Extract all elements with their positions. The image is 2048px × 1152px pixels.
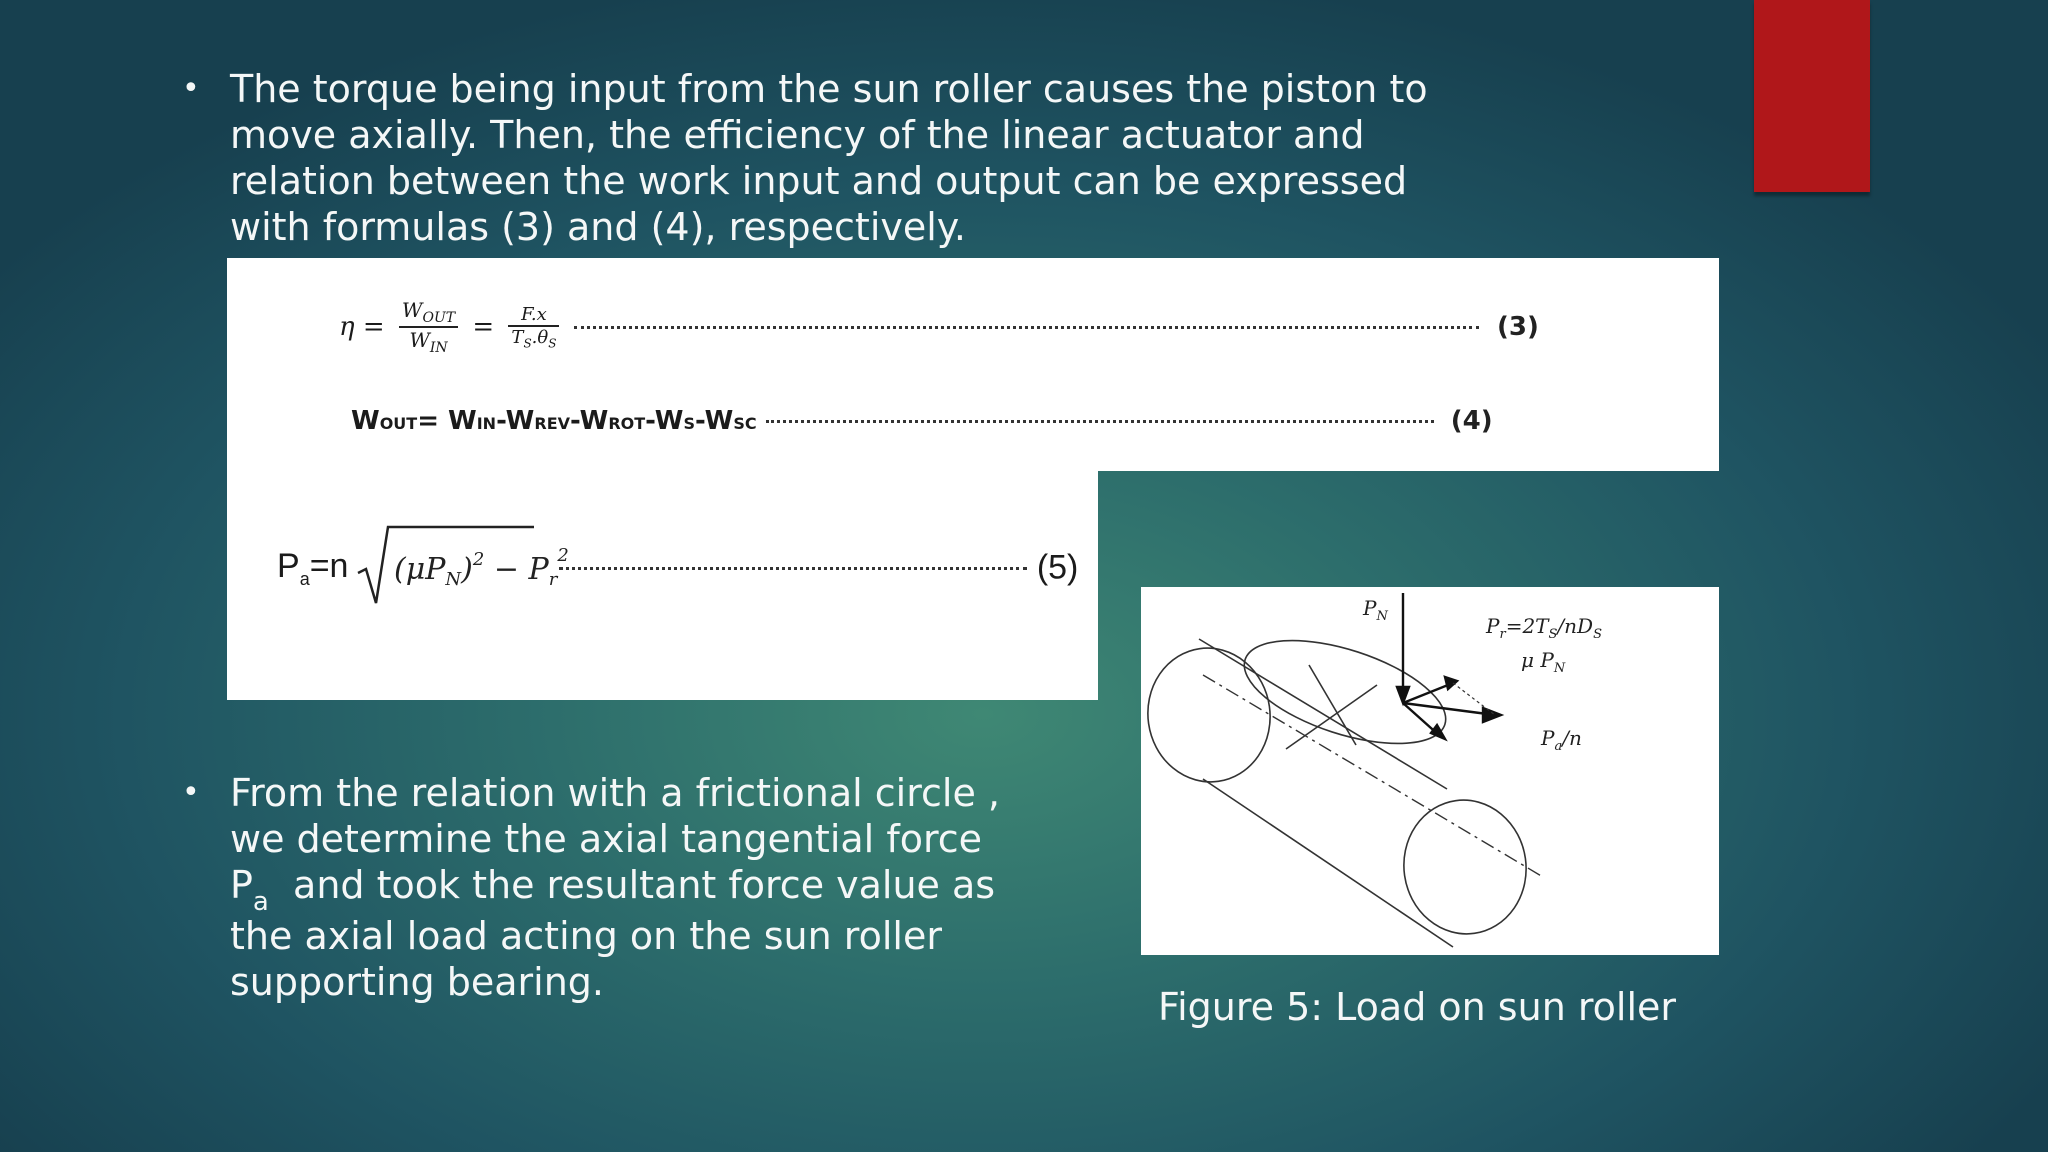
figure-caption: Figure 5: Load on sun roller [1158, 985, 1677, 1029]
bullet2-line-1: From the relation with a frictional circle , [230, 771, 1001, 815]
num-w-sub: OUT [422, 310, 456, 326]
bullet-text-1: The torque being input from the sun roller causes the piston to move axially. Then, the efficiency of the linear actuator and relation between the work input and output can be expressed with formulas (3) and (4), respectively. [230, 67, 1428, 249]
arrowhead-pr [1445, 677, 1457, 689]
arrow-mupn [1403, 703, 1495, 715]
eq5-p: P [277, 546, 300, 585]
eq5-eq-n: =n [309, 546, 349, 585]
den-theta: .θ [531, 326, 549, 348]
bullet2-line-3-rest: and took the resultant force value as [293, 863, 996, 907]
eq4-rot: ROT [608, 414, 646, 433]
den-w-sub: IN [429, 340, 448, 356]
leader-dots-4 [766, 420, 1434, 423]
sun-roller-diagram [1141, 587, 1719, 955]
label-pn: $P_N$ [1363, 596, 1388, 624]
equation-panel-top [227, 258, 1719, 471]
symbol-p: P [230, 863, 253, 907]
den-t-sub: S [523, 336, 532, 351]
bullet-dot-2: • [182, 775, 200, 810]
eq4-w: W [351, 406, 380, 436]
eq4-m3: -W [645, 406, 684, 436]
cylinder-top-edge [1199, 639, 1447, 789]
arrowhead-mupn [1483, 708, 1501, 722]
bullet2-line-3 [230, 862, 1050, 917]
eq4-eq: = W [417, 406, 477, 436]
eq4-s: S [683, 414, 696, 433]
den-theta-sub: S [548, 336, 557, 351]
equation-panel-bottom [227, 471, 1098, 700]
eta-symbol: η = [339, 312, 385, 342]
equation-5 [277, 523, 1078, 613]
fraction-fx-ts [508, 304, 559, 351]
eq4-body: OUT [379, 414, 418, 433]
equation-4 [351, 406, 1493, 436]
num-fx: F.x [508, 304, 559, 327]
eq4-m4: -W [695, 406, 734, 436]
fraction-wout-win [399, 298, 458, 356]
label-pa: $P_a/n$ [1541, 726, 1582, 754]
eq4-m1: -W [496, 406, 535, 436]
leader-dots-5 [559, 567, 1027, 570]
bullet-dot: • [182, 71, 200, 106]
bullet2-line-2: we determine the axial tangential force [230, 817, 983, 861]
bullet-paragraph-1 [182, 66, 1460, 250]
eq4-rev: REV [534, 414, 571, 433]
leader-dots-3 [574, 326, 1479, 329]
equation-5-number: (5) [1036, 548, 1079, 587]
symbol-p-sub: a [252, 887, 269, 917]
load-diagram-figure [1141, 587, 1719, 955]
den-t: T [511, 326, 524, 348]
bullet2-line-4: the axial load acting on the sun roller [230, 914, 942, 958]
cylinder-axis [1203, 675, 1543, 877]
equation-3 [339, 298, 1539, 356]
cylinder-left-end [1139, 640, 1278, 790]
cylinder-right-end [1395, 792, 1534, 942]
radicand: $(\mu P_N)^2 - P_r^2$ [393, 545, 569, 590]
equation-3-number: (3) [1497, 312, 1539, 342]
cylinder-bottom-edge [1203, 779, 1453, 947]
label-pr: $P_r=2T_S/nD_S$ [1486, 614, 1602, 642]
eq4-sc: SC [733, 414, 757, 433]
bullet-paragraph-2 [182, 770, 1050, 1005]
num-w: W [401, 298, 423, 322]
eq4-in: IN [476, 414, 497, 433]
equals-sign: = [472, 312, 495, 342]
eq4-m2: -W [570, 406, 609, 436]
den-w: W [409, 328, 430, 352]
equation-4-number: (4) [1450, 406, 1493, 436]
bullet2-line-5: supporting bearing. [230, 960, 604, 1004]
accent-bar [1754, 0, 1870, 192]
label-mupn: μ $P_N$ [1521, 648, 1566, 676]
square-root-symbol [356, 523, 569, 613]
eq5-p-sub: a [299, 568, 310, 589]
